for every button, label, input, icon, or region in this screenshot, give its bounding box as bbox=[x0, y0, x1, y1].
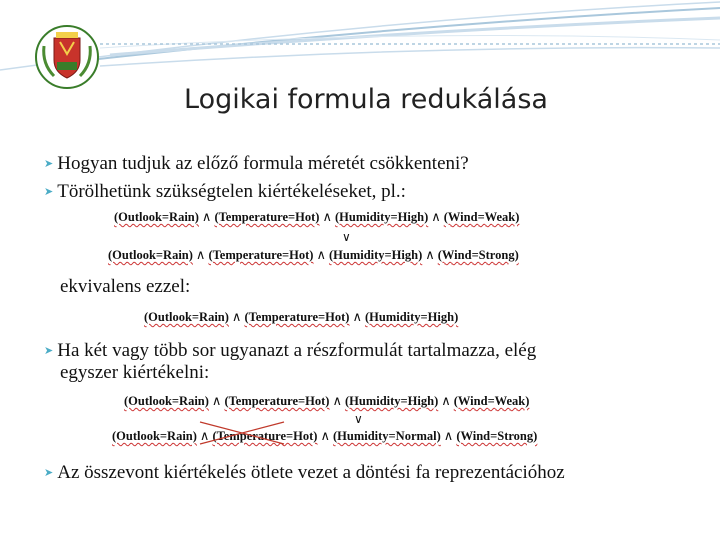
strike-through-marks bbox=[198, 420, 288, 446]
or-symbol: ∨ bbox=[342, 230, 351, 244]
bullet-arrow-icon: ➤ bbox=[44, 186, 54, 198]
formula-1-row-2: (Outlook=Rain) ∧ (Temperature=Hot) ∧ (Humidity=High) ∧ (Wind=Strong) bbox=[108, 247, 519, 262]
bullet-2: ➤ Törölhetünk szükségtelen kiértékeléseket, pl.: bbox=[44, 181, 406, 202]
formula-2-row-1: (Outlook=Rain) ∧ (Temperature=Hot) ∧ (Humidity=High) bbox=[144, 309, 459, 324]
formula-1-row-1: (Outlook=Rain) ∧ (Temperature=Hot) ∧ (Humidity=High) ∧ (Wind=Weak) bbox=[114, 209, 520, 224]
bullet-3: ➤ Ha két vagy több sor ugyanazt a részformulát tartalmazza, elég bbox=[44, 340, 537, 361]
bullet-1: ➤ Hogyan tudjuk az előző formula méretét csökkenteni? bbox=[44, 153, 469, 174]
formula-1 bbox=[108, 206, 588, 266]
formula-3-row-1: (Outlook=Rain) ∧ (Temperature=Hot) ∧ (Humidity=High) ∧ (Wind=Weak) bbox=[124, 393, 530, 408]
formula-2 bbox=[138, 306, 518, 328]
header-decoration bbox=[0, 0, 720, 80]
formula-3-row-2: (Outlook=Rain) ∧ (Temperature=Hot) ∧ (Humidity=Normal) ∧ (Wind=Strong) bbox=[112, 428, 538, 443]
bullet-arrow-icon: ➤ bbox=[44, 345, 54, 357]
bullet-arrow-icon: ➤ bbox=[44, 158, 54, 170]
bullet-arrow-icon: ➤ bbox=[44, 467, 54, 479]
university-crest-icon bbox=[34, 24, 100, 90]
formula-3 bbox=[108, 390, 608, 448]
or-symbol: ∨ bbox=[354, 412, 363, 426]
slide-title: Logikai formula redukálása bbox=[184, 84, 548, 115]
bullet-4: ➤ Az összevont kiértékelés ötlete vezet a döntési fa reprezentációhoz bbox=[44, 462, 565, 483]
bullet-3-continuation: egyszer kiértékelni: bbox=[60, 362, 210, 383]
equivalent-label: ekvivalens ezzel: bbox=[60, 276, 191, 297]
